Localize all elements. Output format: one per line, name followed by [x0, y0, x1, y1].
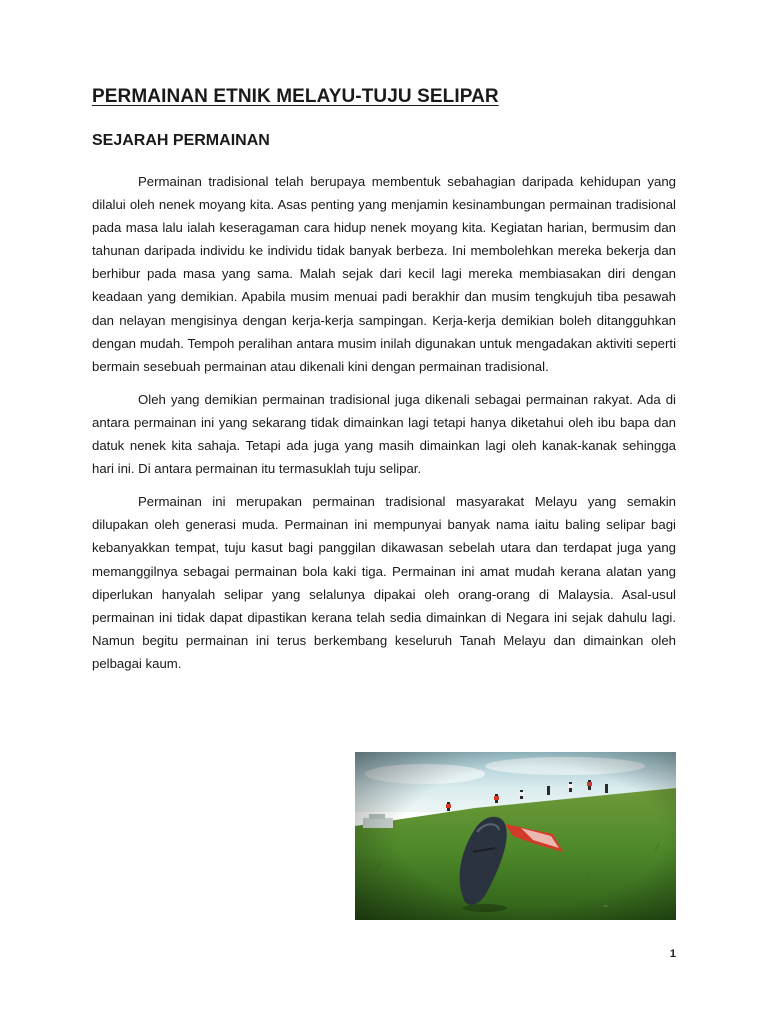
body-text — [92, 170, 676, 685]
paragraph-1: Permainan tradisional telah berupaya membentuk sebahagian daripada kehidupan yang dilalui oleh nenek moyang kita. Asas penting yang menjamin kesinambungan permainan tradisional pada masa lalu ialah keseragaman cara hidup nenek moyang kita. Kegiatan harian, bermusim dan tahunan daripada individu ke individu tidak banyak berbeza. Ini membolehkan mereka bekerja dan berhibur pada masa yang sama. Malah sejak dari kecil lagi mereka membiasakan diri dengan keadaan yang demikian. Apabila musim menuai padi berakhir dan musim tengkujuh tiba pesawah dan nelayan mengisinya dengan kerja-kerja sampingan. Kerja-kerja demikian boleh ditangguhkan dengan mudah. Tempoh peralihan antara musim inilah digunakan untuk mengadakan aktiviti seperti bermain sesebuah permainan atau dikenali kini dengan permainan tradisional. — [92, 174, 676, 374]
paragraph-3: Permainan ini merupakan permainan tradisional masyarakat Melayu yang semakin dilupakan oleh generasi muda. Permainan ini mempunyai banyak nama iaitu baling selipar bagi kebanyakkan tempat, tuju kasut bagi panggilan dikawasan sebelah utara dan terdapat juga yang memanggilnya sebagai permainan bola kaki tiga. Permainan ini amat mudah kerana alatan yang diperlukan hanyalah selipar yang selalunya dipakai oleh orang-orang di Malaysia. Asal-usul permainan ini tidak dapat dipastikan kerana telah sedia dimainkan di Negara ini sejak dahulu lagi. Namun begitu permainan ini terus berkembang keseluruh Tanah Melayu dan dimainkan oleh pelbagai kaum. — [92, 494, 676, 671]
document-title: PERMAINAN ETNIK MELAYU-TUJU SELIPAR — [92, 86, 499, 107]
paragraph-2: Oleh yang demikian permainan tradisional juga dikenali sebagai permainan rakyat. Ada di antara permainan ini yang sekarang tidak dimainkan lagi tetapi hanya diketahui oleh ibu bapa dan datuk nenek kita sahaja. Tetapi ada juga yang masih dimainkan lagi oleh kanak-kanak sehingga hari ini. Di antara permainan itu termasuklah tuju selipar. — [92, 391, 676, 477]
slipper-on-grass-field-photo — [355, 752, 676, 920]
section-heading: SEJARAH PERMAINAN — [92, 132, 270, 149]
page-number: 1 — [669, 948, 676, 960]
